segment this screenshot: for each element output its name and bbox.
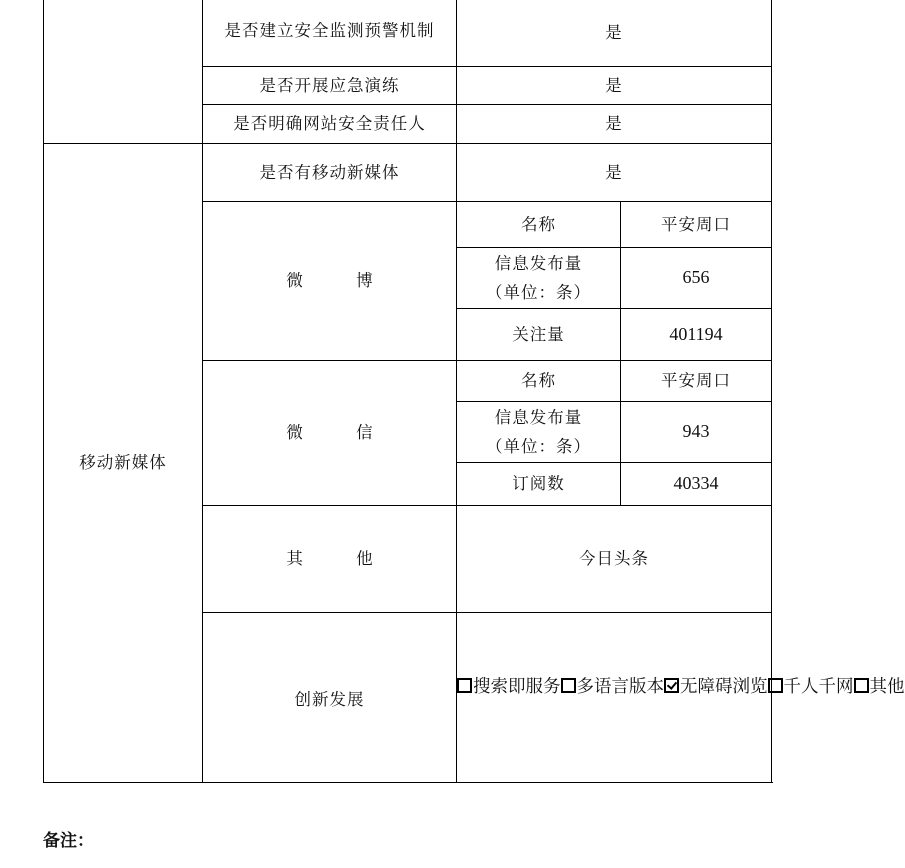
weibo-followers-value: 401194 — [621, 308, 772, 360]
report-table — [43, 0, 905, 783]
media-section-label: 移动新媒体 — [44, 143, 203, 782]
security-section-cell — [44, 0, 203, 143]
checkbox-accessibility[interactable] — [664, 678, 679, 693]
weibo-name-label: 名称 — [457, 201, 621, 247]
drill-label: 是否开展应急演练 — [203, 66, 457, 104]
weibo-name-value: 平安周口 — [621, 201, 772, 247]
monitoring-label: 是否建立安全监测预警机制 — [203, 0, 457, 66]
wechat-name-label: 名称 — [457, 360, 621, 401]
innovation-section-label: 创新发展 — [203, 612, 457, 782]
wechat-posts-label-line2: （单位：条） — [486, 436, 591, 456]
has-media-value: 是 — [457, 143, 772, 201]
checkbox-personalized[interactable] — [768, 678, 783, 693]
other-label: 其 他 — [203, 505, 457, 612]
wechat-label: 微 信 — [203, 360, 457, 505]
option-multilingual-label: 多语言版本 — [576, 676, 664, 697]
option-personalized-label: 千人千网 — [783, 676, 854, 697]
weibo-posts-label — [457, 247, 621, 308]
table-row — [44, 0, 772, 66]
drill-value: 是 — [457, 66, 772, 104]
table-row — [44, 143, 772, 201]
monitoring-value: 是 — [457, 0, 772, 66]
checkbox-other[interactable] — [854, 678, 869, 693]
weibo-posts-label-line1: 信息发布量 — [494, 253, 583, 273]
checkbox-multilingual[interactable] — [561, 678, 576, 693]
weibo-posts-value: 656 — [621, 247, 772, 308]
responsible-value: 是 — [457, 104, 772, 143]
wechat-subscribers-value: 40334 — [621, 462, 772, 505]
responsible-label: 是否明确网站安全责任人 — [203, 104, 457, 143]
option-search-service-label: 搜索即服务 — [473, 676, 561, 697]
wechat-posts-label — [457, 401, 621, 462]
note-label: 备注： — [43, 831, 94, 851]
wechat-posts-label-line1: 信息发布量 — [494, 407, 583, 427]
has-media-label: 是否有移动新媒体 — [203, 143, 457, 201]
wechat-name-value: 平安周口 — [621, 360, 772, 401]
wechat-subscribers-label: 订阅数 — [457, 462, 621, 505]
other-value: 今日头条 — [457, 505, 772, 612]
option-accessibility-label: 无障碍浏览 — [680, 676, 768, 697]
wechat-posts-value: 943 — [621, 401, 772, 462]
innovation-options — [457, 612, 905, 782]
weibo-followers-label: 关注量 — [457, 308, 621, 360]
weibo-label: 微 博 — [203, 201, 457, 360]
option-other-label: 其他 — [869, 676, 905, 697]
weibo-posts-label-line2: （单位：条） — [486, 282, 591, 302]
checkbox-search-service[interactable] — [457, 678, 472, 693]
